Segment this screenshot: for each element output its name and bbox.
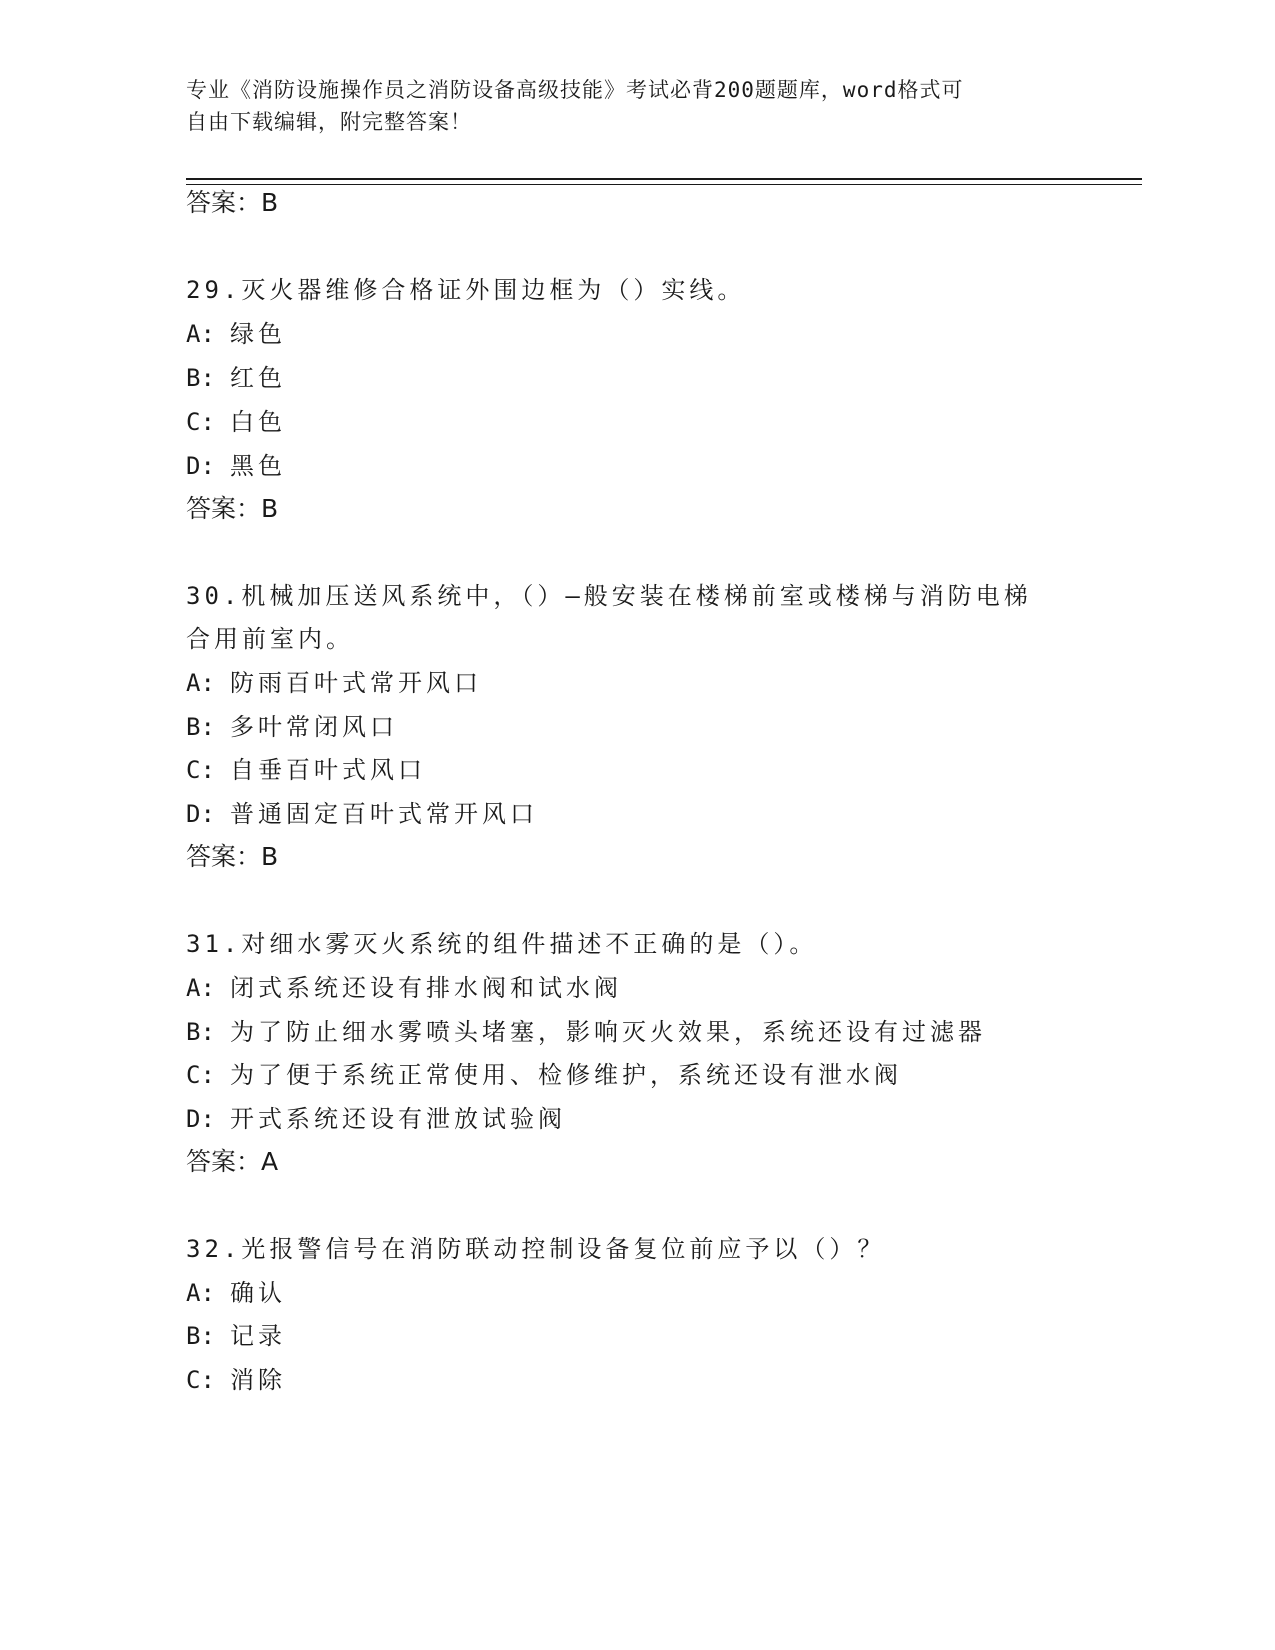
answer-line: 答案：A [186, 1147, 279, 1176]
option-label: D: [186, 800, 215, 828]
option-item [186, 1060, 902, 1090]
question-stem: 32.光报警信号在消防联动控制设备复位前应予以（）？ [186, 1235, 886, 1263]
option-item [186, 668, 482, 698]
option-text: 自垂百叶式风口 [230, 756, 426, 784]
option-label: C: [186, 756, 215, 784]
option-item [186, 1365, 286, 1395]
option-label: C: [186, 1061, 215, 1089]
option-text: 普通固定百叶式常开风口 [230, 800, 538, 828]
option-label: B: [186, 713, 215, 741]
option-text: 闭式系统还设有排水阀和试水阀 [230, 974, 622, 1002]
option-label: A: [186, 669, 215, 697]
document-header [186, 74, 1066, 138]
option-label: A: [186, 320, 215, 348]
option-text: 记录 [230, 1322, 286, 1350]
option-label: B: [186, 364, 215, 392]
option-item [186, 1321, 286, 1351]
question-stem-continued: 合用前室内。 [186, 625, 354, 653]
option-item [186, 973, 622, 1003]
answer-line: 答案：B [186, 842, 279, 871]
option-text: 绿色 [230, 320, 286, 348]
option-item [186, 363, 286, 393]
option-label: B: [186, 1322, 215, 1350]
option-item [186, 451, 286, 481]
option-item [186, 407, 286, 437]
question-stem: 29.灭火器维修合格证外围边框为（）实线。 [186, 276, 746, 304]
option-label: C: [186, 1366, 215, 1394]
option-text: 多叶常闭风口 [230, 713, 398, 741]
option-label: D: [186, 452, 215, 480]
answer-line: 答案：B [186, 188, 279, 217]
option-label: B: [186, 1018, 215, 1046]
option-label: A: [186, 1279, 215, 1307]
option-item [186, 1104, 566, 1134]
option-item [186, 799, 538, 829]
answer-line: 答案：B [186, 494, 279, 523]
header-line-1: 专业《消防设施操作员之消防设备高级技能》考试必背200题题库，word格式可 [186, 78, 964, 102]
option-label: D: [186, 1105, 215, 1133]
question-stem: 30.机械加压送风系统中，（）—般安装在楼梯前室或楼梯与消防电梯 [186, 582, 1032, 610]
header-line-2: 自由下载编辑，附完整答案！ [186, 110, 472, 134]
option-text: 红色 [230, 364, 286, 392]
question-stem: 31.对细水雾灭火系统的组件描述不正确的是（）。 [186, 930, 818, 958]
option-text: 确认 [230, 1279, 286, 1307]
header-rule-thick [186, 178, 1142, 180]
option-label: C: [186, 408, 215, 436]
option-text: 白色 [230, 408, 286, 436]
option-item [186, 319, 286, 349]
option-item [186, 1278, 286, 1308]
option-label: A: [186, 974, 215, 1002]
option-item [186, 755, 426, 785]
option-text: 黑色 [230, 452, 286, 480]
option-text: 消除 [230, 1366, 286, 1394]
header-rule-thin [186, 184, 1142, 185]
option-text: 为了便于系统正常使用、检修维护，系统还设有泄水阀 [230, 1061, 902, 1089]
option-text: 开式系统还设有泄放试验阀 [230, 1105, 566, 1133]
option-item [186, 1017, 986, 1047]
option-item [186, 712, 398, 742]
option-text: 防雨百叶式常开风口 [230, 669, 482, 697]
option-text: 为了防止细水雾喷头堵塞，影响灭火效果，系统还设有过滤器 [230, 1018, 986, 1046]
